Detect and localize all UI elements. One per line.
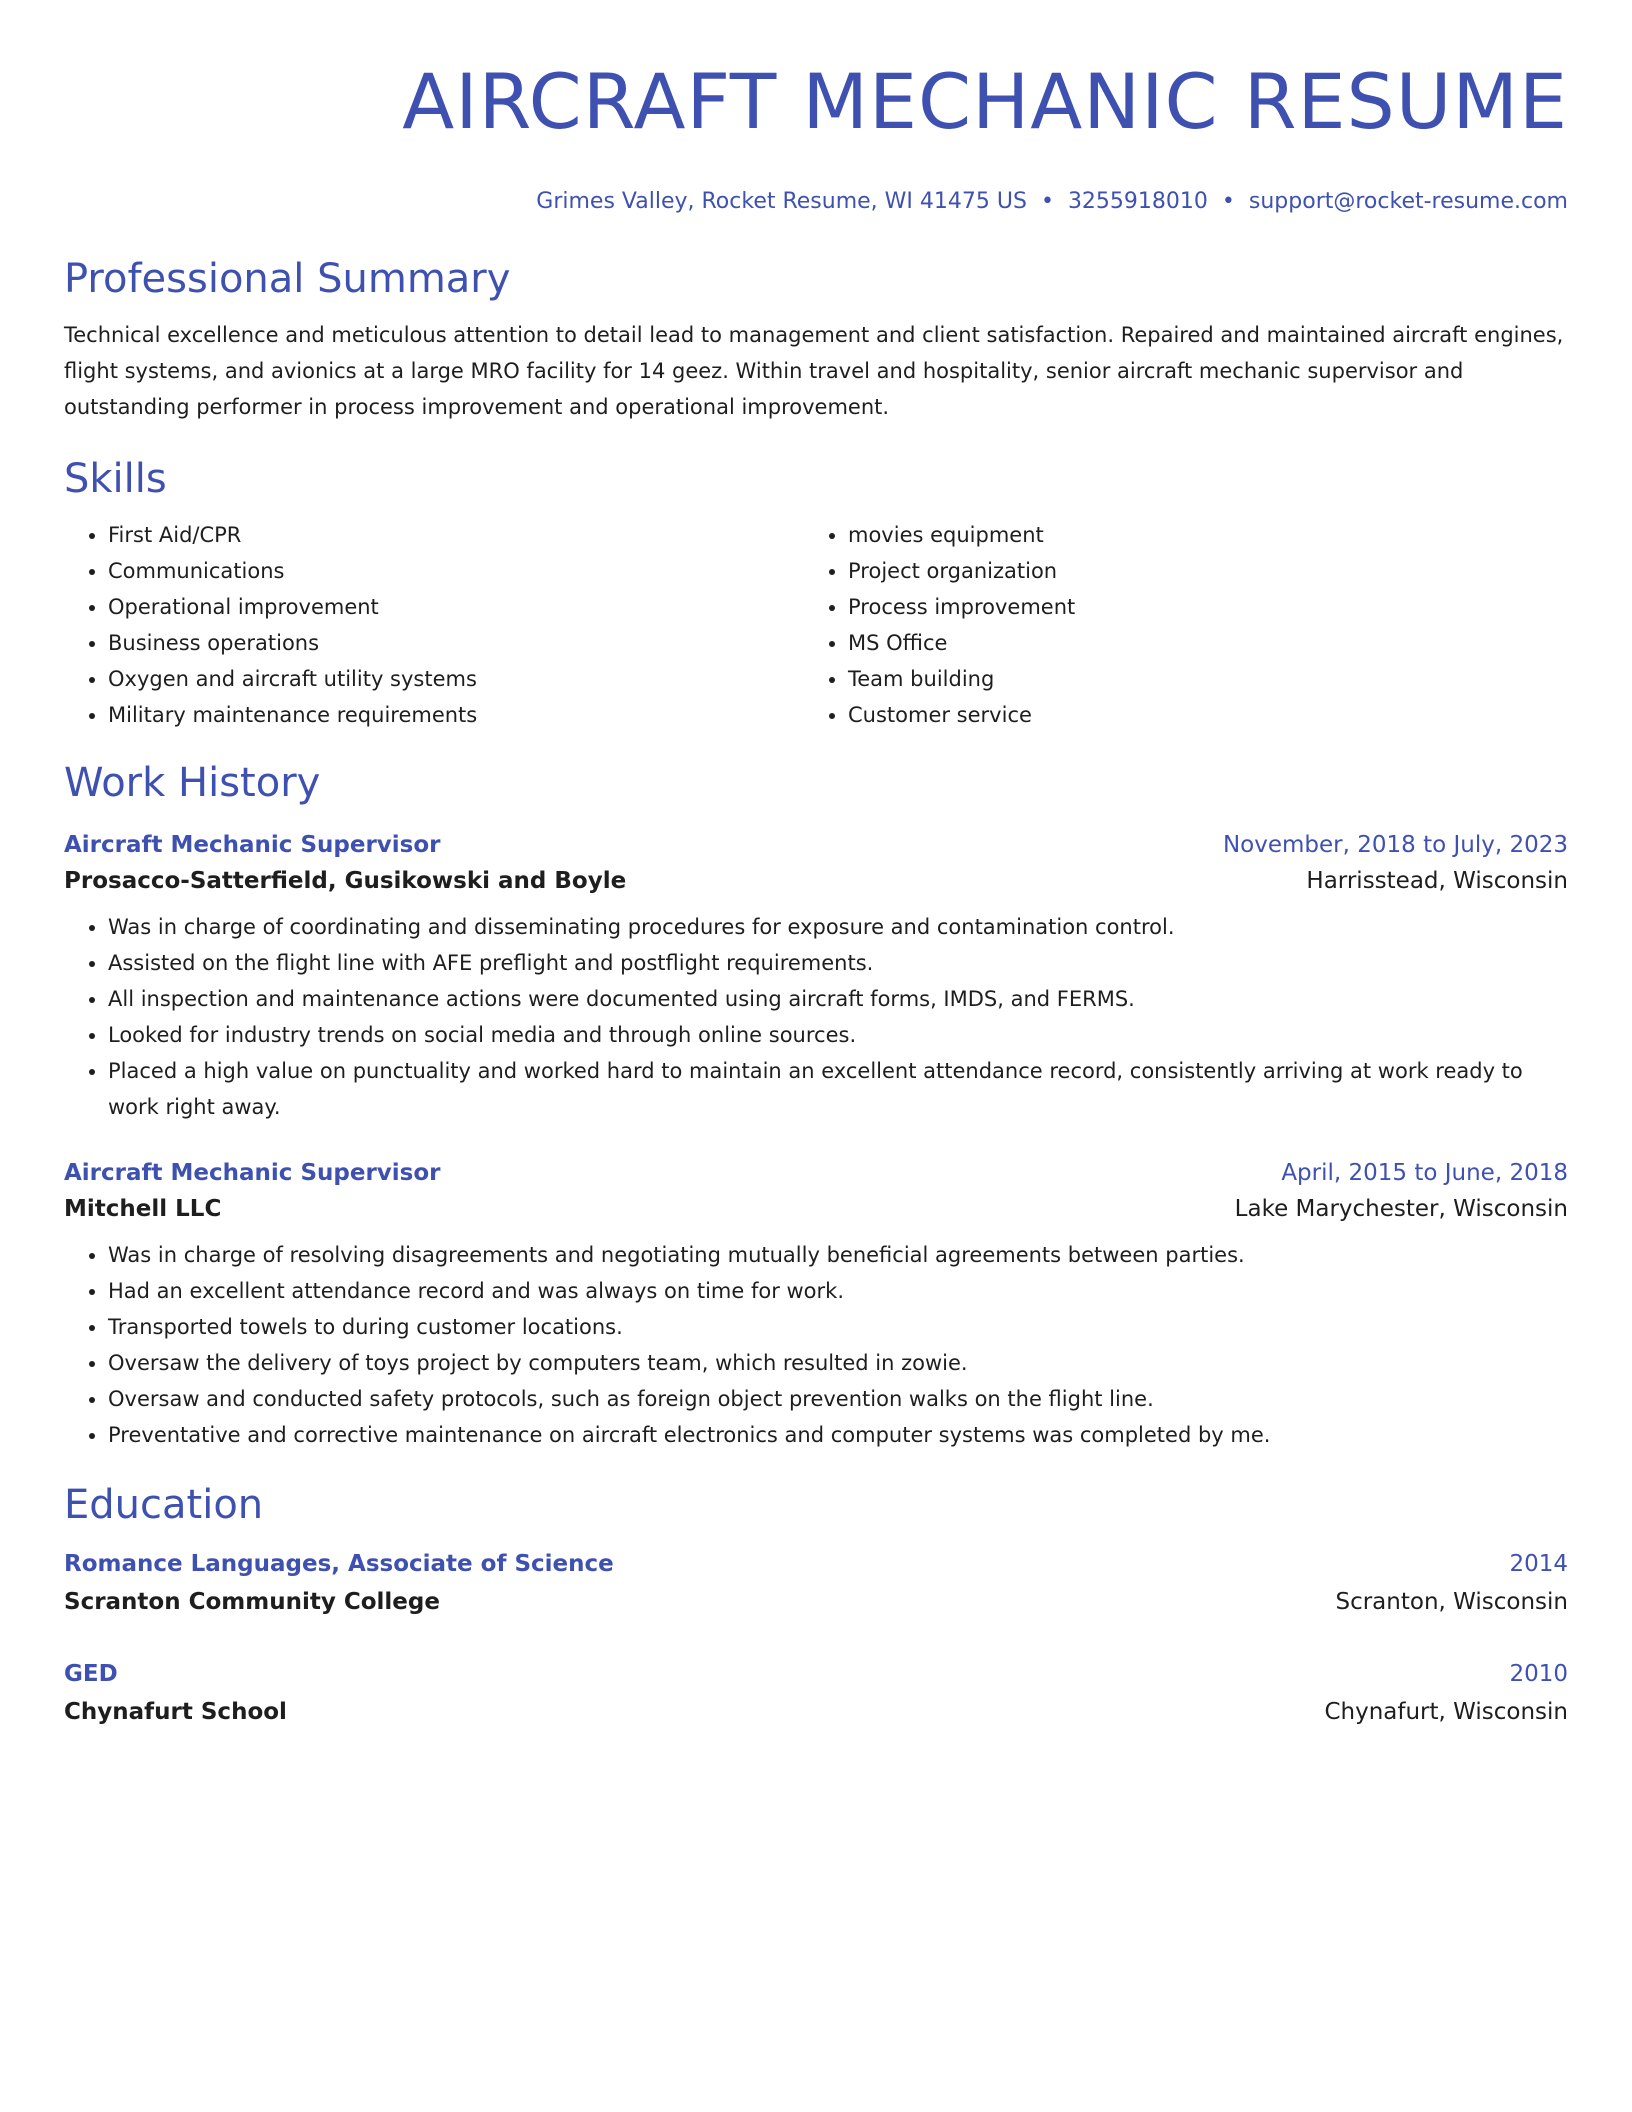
skill-item: • Project organization: [848, 553, 1544, 589]
skill-item: • MS Office: [848, 625, 1544, 661]
resume-title: AIRCRAFT MECHANIC RESUME: [402, 57, 1568, 146]
job-bullet: • Had an excellent attendance record and was always on time for work.: [108, 1273, 1568, 1309]
job-bullet: • Oversaw the delivery of toys project by computers team, which resulted in zowie.: [108, 1345, 1568, 1381]
job-bullet: • All inspection and maintenance actions were documented using aircraft forms, IMDS, and FERMS.: [108, 981, 1568, 1017]
summary-text: Technical excellence and meticulous attention to detail lead to management and client satisfaction. Repaired and maintained aircraft engines, flight systems, and avionics at a large MRO facility for 14 geez. Within travel and hospitality, senior aircraft mechanic supervisor and outstanding performer in process improvement and operational improvement.: [64, 323, 1564, 419]
job-title: Aircraft Mechanic Supervisor: [64, 832, 441, 858]
skill-item: • Oxygen and aircraft utility systems: [108, 661, 804, 697]
contact-line: [64, 187, 1568, 217]
education-school: Scranton Community College: [64, 1589, 440, 1615]
education-school-row: [64, 1583, 1568, 1621]
skills-column-left: [64, 517, 804, 733]
contact-separator: •: [1221, 189, 1235, 214]
education-location: Chynafurt, Wisconsin: [1324, 1699, 1568, 1725]
education-degree: GED: [64, 1661, 118, 1687]
education-school-row: [64, 1693, 1568, 1731]
job-bullet: • Assisted on the flight line with AFE preflight and postflight requirements.: [108, 945, 1568, 981]
job-bullet: • Was in charge of resolving disagreements and negotiating mutually beneficial agreements between parties.: [108, 1237, 1568, 1273]
education-degree: Romance Languages, Associate of Science: [64, 1551, 614, 1577]
job-entry: [64, 1155, 1568, 1453]
summary-heading: Professional Summary: [64, 256, 511, 302]
education-year: 2014: [1509, 1551, 1568, 1577]
education-entry: [64, 1655, 1568, 1731]
job-bullets: [64, 909, 1568, 1125]
job-company: Mitchell LLC: [64, 1196, 222, 1222]
skill-item: • Process improvement: [848, 589, 1544, 625]
job-bullet: • Placed a high value on punctuality and worked hard to maintain an excellent attendance record, consistently arriving at work ready to work right away.: [108, 1053, 1568, 1125]
job-company-row: [64, 863, 1568, 899]
job-bullet: • Preventative and corrective maintenance on aircraft electronics and computer systems was completed by me.: [108, 1417, 1568, 1453]
job-title: Aircraft Mechanic Supervisor: [64, 1160, 441, 1186]
education-header-row: [64, 1655, 1568, 1693]
contact-phone: 3255918010: [1067, 189, 1208, 214]
education-entry: [64, 1545, 1568, 1621]
skill-item: • movies equipment: [848, 517, 1544, 553]
contact-address: Grimes Valley, Rocket Resume, WI 41475 US: [536, 189, 1027, 214]
skill-item: • Military maintenance requirements: [108, 697, 804, 733]
job-company-row: [64, 1191, 1568, 1227]
skill-item: • First Aid/CPR: [108, 517, 804, 553]
job-bullet: • Was in charge of coordinating and disseminating procedures for exposure and contamination control.: [108, 909, 1568, 945]
education-header-row: [64, 1545, 1568, 1583]
job-bullets: [64, 1237, 1568, 1453]
job-company: Prosacco-Satterfield, Gusikowski and Boyle: [64, 868, 627, 894]
skills-column-right: [804, 517, 1544, 733]
job-entry: [64, 827, 1568, 1125]
skills-list: [64, 517, 1568, 733]
skill-item: • Operational improvement: [108, 589, 804, 625]
education-location: Scranton, Wisconsin: [1335, 1589, 1568, 1615]
work-history-heading: Work History: [64, 760, 321, 806]
job-bullet: • Transported towels to during customer locations.: [108, 1309, 1568, 1345]
job-location: Harrisstead, Wisconsin: [1306, 868, 1568, 894]
skill-item: • Business operations: [108, 625, 804, 661]
job-header-row: [64, 827, 1568, 863]
skill-item: • Team building: [848, 661, 1544, 697]
skills-heading: Skills: [64, 456, 167, 502]
contact-email: support@rocket-resume.com: [1248, 189, 1568, 214]
education-year: 2010: [1509, 1661, 1568, 1687]
education-heading: Education: [64, 1482, 264, 1528]
job-header-row: [64, 1155, 1568, 1191]
job-location: Lake Marychester, Wisconsin: [1234, 1196, 1568, 1222]
resume-header: [64, 0, 1568, 217]
job-bullet: • Oversaw and conducted safety protocols, such as foreign object prevention walks on the flight line.: [108, 1381, 1568, 1417]
contact-separator: •: [1040, 189, 1054, 214]
skill-item: • Communications: [108, 553, 804, 589]
job-dates: November, 2018 to July, 2023: [1222, 832, 1568, 858]
education-school: Chynafurt School: [64, 1699, 287, 1725]
job-dates: April, 2015 to June, 2018: [1281, 1160, 1568, 1186]
skill-item: • Customer service: [848, 697, 1544, 733]
job-bullet: • Looked for industry trends on social media and through online sources.: [108, 1017, 1568, 1053]
